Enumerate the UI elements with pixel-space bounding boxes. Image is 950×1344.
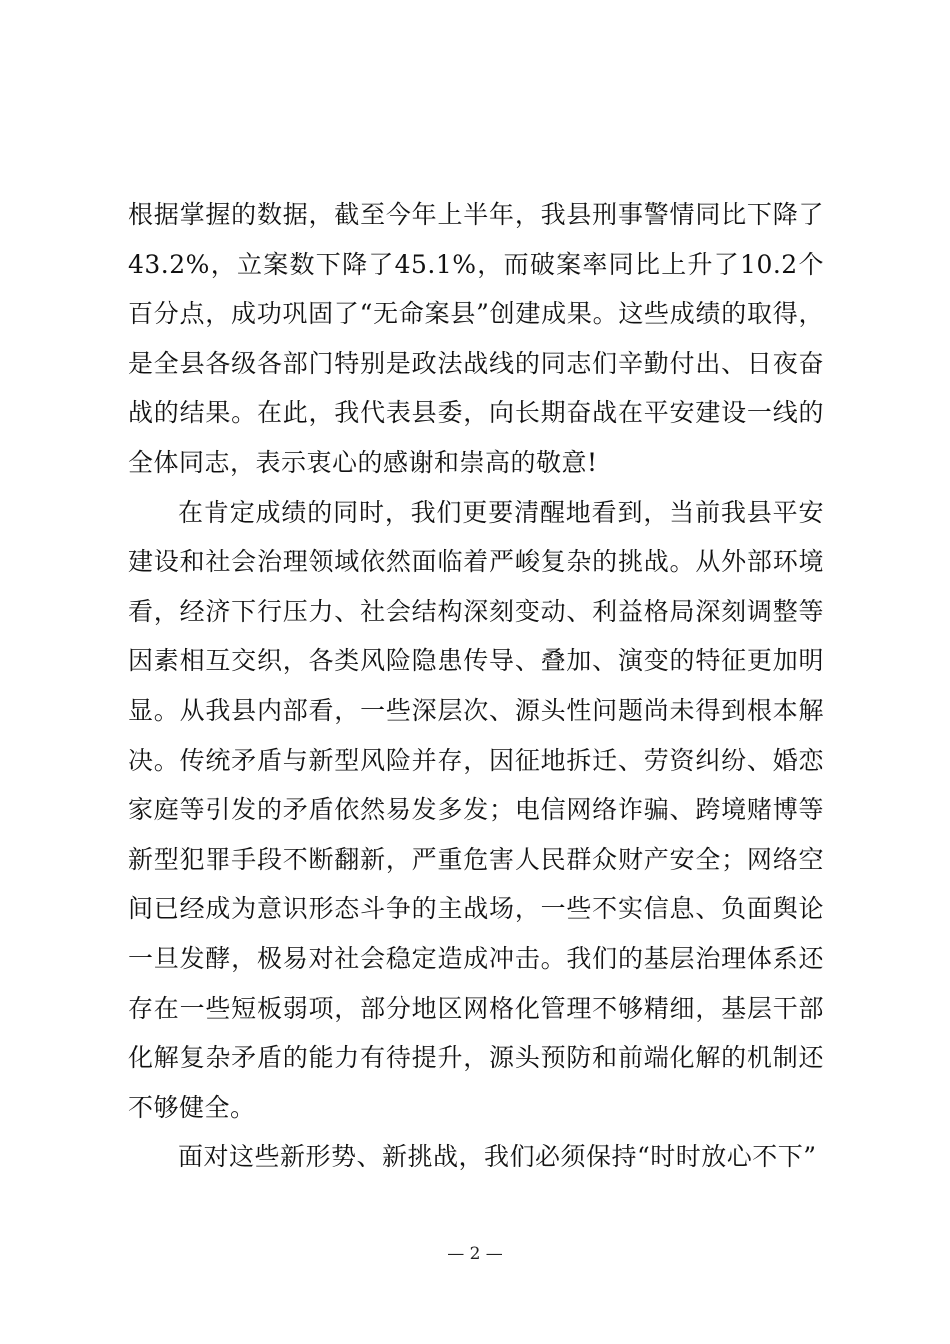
paragraph-achievements: 根据掌握的数据，截至今年上半年，我县刑事警情同比下降了43.2%，立案数下降了45.1%，而破案率同比上升了10.2个百分点，成功巩固了“无命案县”创建成果。这些成绩的取得，是全县各级各部门特别是政法战线的同志们辛勤付出、日夜奋战的结果。在此，我代表县委，向长期奋战在平安建设一线的全体同志，表示衷心的感谢和崇高的敬意! [128,200,824,477]
body-text [128,190,824,1182]
paragraph-challenges: 在肯定成绩的同时，我们更要清醒地看到，当前我县平安建设和社会治理领域依然面临着严峻复杂的挑战。从外部环境看，经济下行压力、社会结构深刻变动、利益格局深刻调整等因素相互交织，各类风险隐患传导、叠加、演变的特征更加明显。从我县内部看，一些深层次、源头性问题尚未得到根本解决。传统矛盾与新型风险并存，因征地拆迁、劳资纠纷、婚恋家庭等引发的矛盾依然易发多发；电信网络诈骗、跨境赌博等新型犯罪手段不断翻新，严重危害人民群众财产安全；网络空间已经成为意识形态斗争的主战场，一些不实信息、负面舆论一旦发酵，极易对社会稳定造成冲击。我们的基层治理体系还存在一些短板弱项，部分地区网格化管理不够精细，基层干部化解复杂矛盾的能力有待提升，源头预防和前端化解的机制还不够健全。 [128,497,824,1122]
page-number: — 2 — [447,1244,503,1264]
paragraph-response: 面对这些新形势、新挑战，我们必须保持“时时放心不下” [178,1142,817,1172]
